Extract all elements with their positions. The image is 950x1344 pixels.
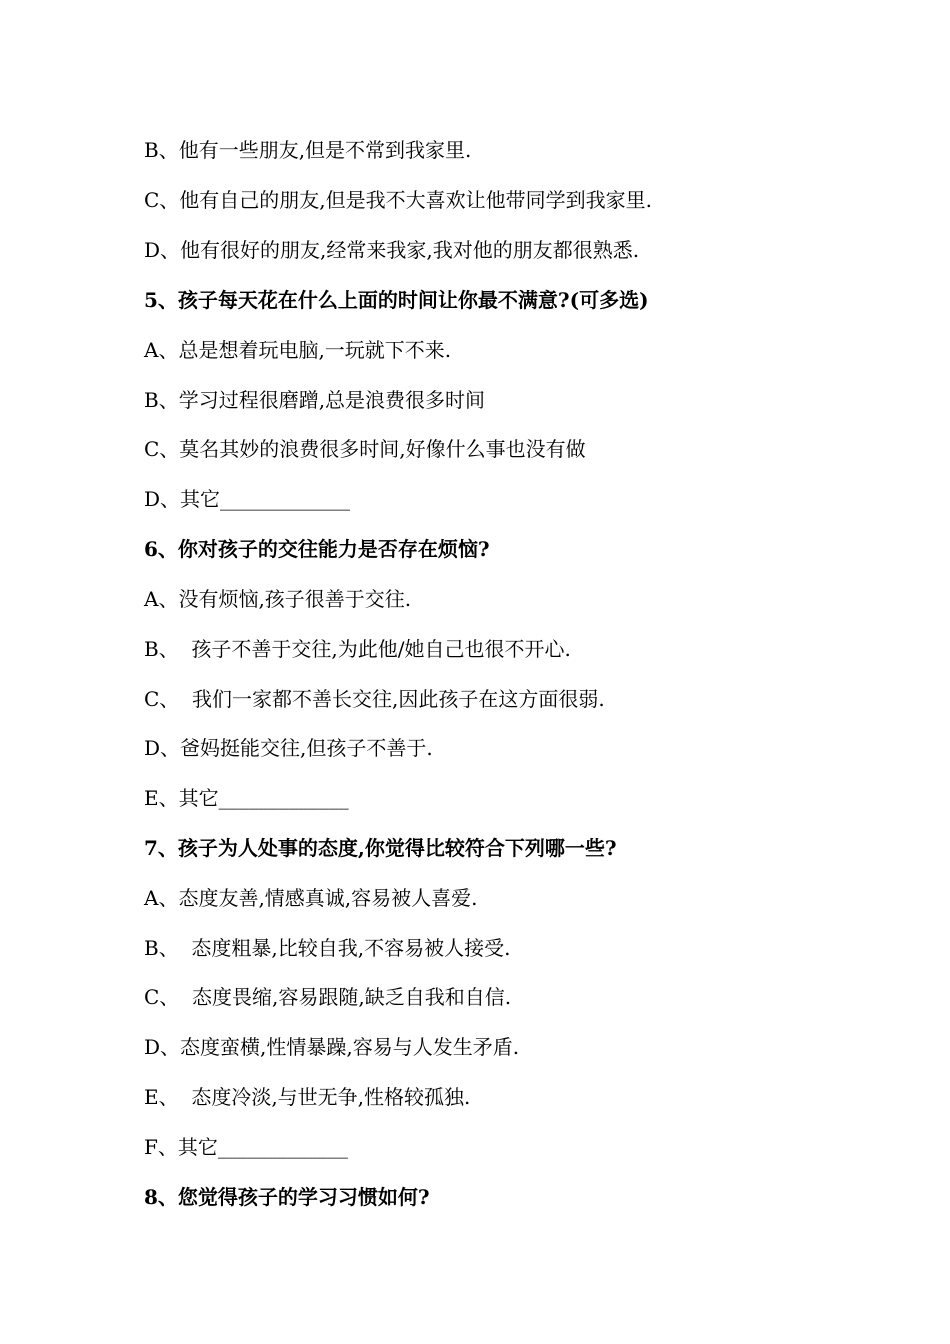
- option-line: B、他有一些朋友,但是不常到我家里.: [144, 138, 472, 162]
- option-line: B、 态度粗暴,比较自我,不容易被人接受.: [144, 936, 511, 960]
- option-line: D、他有很好的朋友,经常来我家,我对他的朋友都很熟悉.: [144, 238, 640, 262]
- option-line: C、 我们一家都不善长交往,因此孩子在这方面很弱.: [144, 687, 605, 711]
- option-line: C、 态度畏缩,容易跟随,缺乏自我和自信.: [144, 985, 512, 1009]
- option-line: B、 孩子不善于交往,为此他/她自己也很不开心.: [144, 637, 571, 661]
- option-line: C、莫名其妙的浪费很多时间,好像什么事也没有做: [144, 437, 586, 461]
- option-line: D、其它_____________: [144, 487, 351, 511]
- option-line: F、其它_____________: [144, 1135, 348, 1159]
- option-line: E、 态度冷淡,与世无争,性格较孤独.: [144, 1085, 471, 1109]
- option-line: E、其它_____________: [144, 786, 349, 810]
- option-line: A、总是想着玩电脑,一玩就下不来.: [144, 338, 452, 362]
- question-heading: 7、孩子为人处事的态度,你觉得比较符合下列哪一些?: [144, 836, 617, 860]
- option-line: A、态度友善,情感真诚,容易被人喜爱.: [144, 886, 478, 910]
- question-heading: 5、孩子每天花在什么上面的时间让你最不满意?(可多选): [144, 288, 649, 312]
- option-line: C、他有自己的朋友,但是我不大喜欢让他带同学到我家里.: [144, 188, 653, 212]
- question-heading: 8、您觉得孩子的学习习惯如何?: [144, 1185, 430, 1209]
- option-line: D、态度蛮横,性情暴躁,容易与人发生矛盾.: [144, 1035, 520, 1059]
- option-line: D、爸妈挺能交往,但孩子不善于.: [144, 736, 433, 760]
- option-line: B、学习过程很磨蹭,总是浪费很多时间: [144, 388, 486, 412]
- option-line: A、没有烦恼,孩子很善于交往.: [144, 587, 412, 611]
- question-heading: 6、你对孩子的交往能力是否存在烦恼?: [144, 537, 490, 561]
